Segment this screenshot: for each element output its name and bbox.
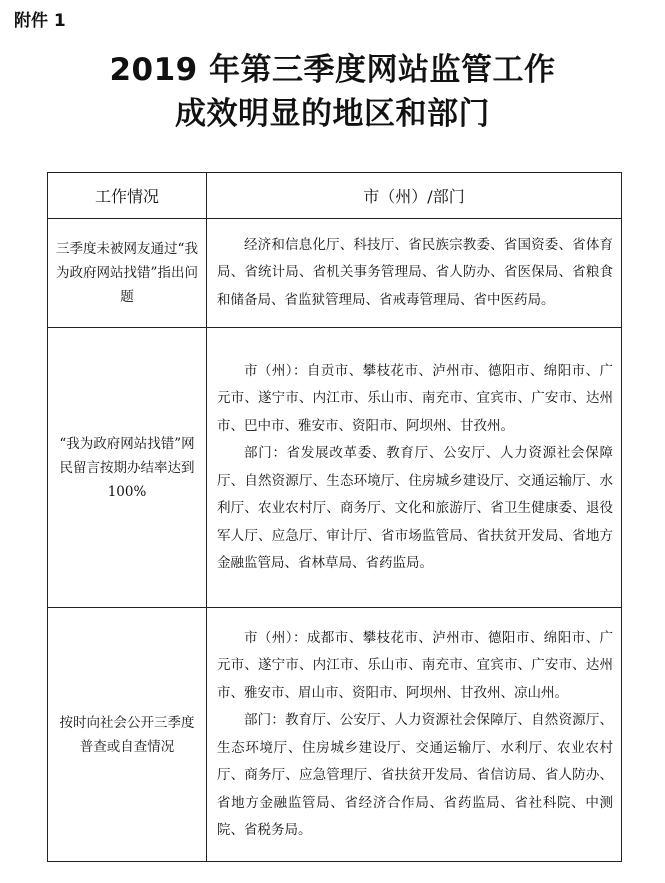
table-row [48, 219, 622, 328]
row-label: 按时向社会公开三季度普查或自查情况 [48, 608, 207, 862]
content-paragraph: 部门：省发展改革委、教育厅、公安厅、人力资源社会保障厅、自然资源厅、生态环境厅、住房城乡建设厅、交通运输厅、水利厅、农业农村厅、商务厅、文化和旅游厅、省卫生健康委、退役军人厅、应急厅、审计厅、省市场监管局、省扶贫开发局、省地方金融监管局、省林草局、省药监局。 [217, 445, 613, 571]
attachment-label: 附件 1 [14, 11, 66, 31]
row-label: 三季度未被网友通过“我为政府网站找错”指出问题 [48, 219, 207, 328]
content-paragraph: 市（州）：自贡市、攀枝花市、泸州市、德阳市、绵阳市、广元市、遂宁市、内江市、乐山市、南充市、宜宾市、广安市、达州市、巴中市、雅安市、资阳市、阿坝州、甘孜州。 [217, 362, 613, 434]
row-content [207, 219, 622, 328]
row-content [207, 328, 622, 608]
table-header-row [48, 173, 622, 219]
content-paragraph: 市（州）：成都市、攀枝花市、泸州市、德阳市、绵阳市、广元市、遂宁市、内江市、乐山市、南充市、宜宾市、广安市、达州市、雅安市、眉山市、资阳市、阿坝州、甘孜州、凉山州。 [217, 629, 613, 701]
table-row [48, 608, 622, 862]
results-table [47, 172, 622, 862]
page-title-line1: 2019 年第三季度网站监管工作 [109, 52, 556, 88]
content-paragraph: 部门：教育厅、公安厅、人力资源社会保障厅、自然资源厅、生态环境厅、住房城乡建设厅、交通运输厅、水利厅、农业农村厅、商务厅、应急管理厅、省扶贫开发局、省信访局、省人防办、省地方金融监管局、省经济合作局、省药监局、省社科院、中测院、省税务局。 [217, 712, 613, 838]
row-label: “我为政府网站找错”网民留言按期办结率达到 100% [48, 328, 207, 608]
content-paragraph: 经济和信息化厅、科技厅、省民族宗教委、省国资委、省体育局、省统计局、省机关事务管理局、省人防办、省医保局、省粮食和储备局、省监狱管理局、省戒毒管理局、省中医药局。 [217, 236, 613, 308]
table-row [48, 328, 622, 608]
header-city-department: 市（州）/部门 [207, 173, 622, 219]
header-work-status: 工作情况 [48, 173, 207, 219]
page-title-line2: 成效明显的地区和部门 [175, 96, 490, 132]
row-content [207, 608, 622, 862]
